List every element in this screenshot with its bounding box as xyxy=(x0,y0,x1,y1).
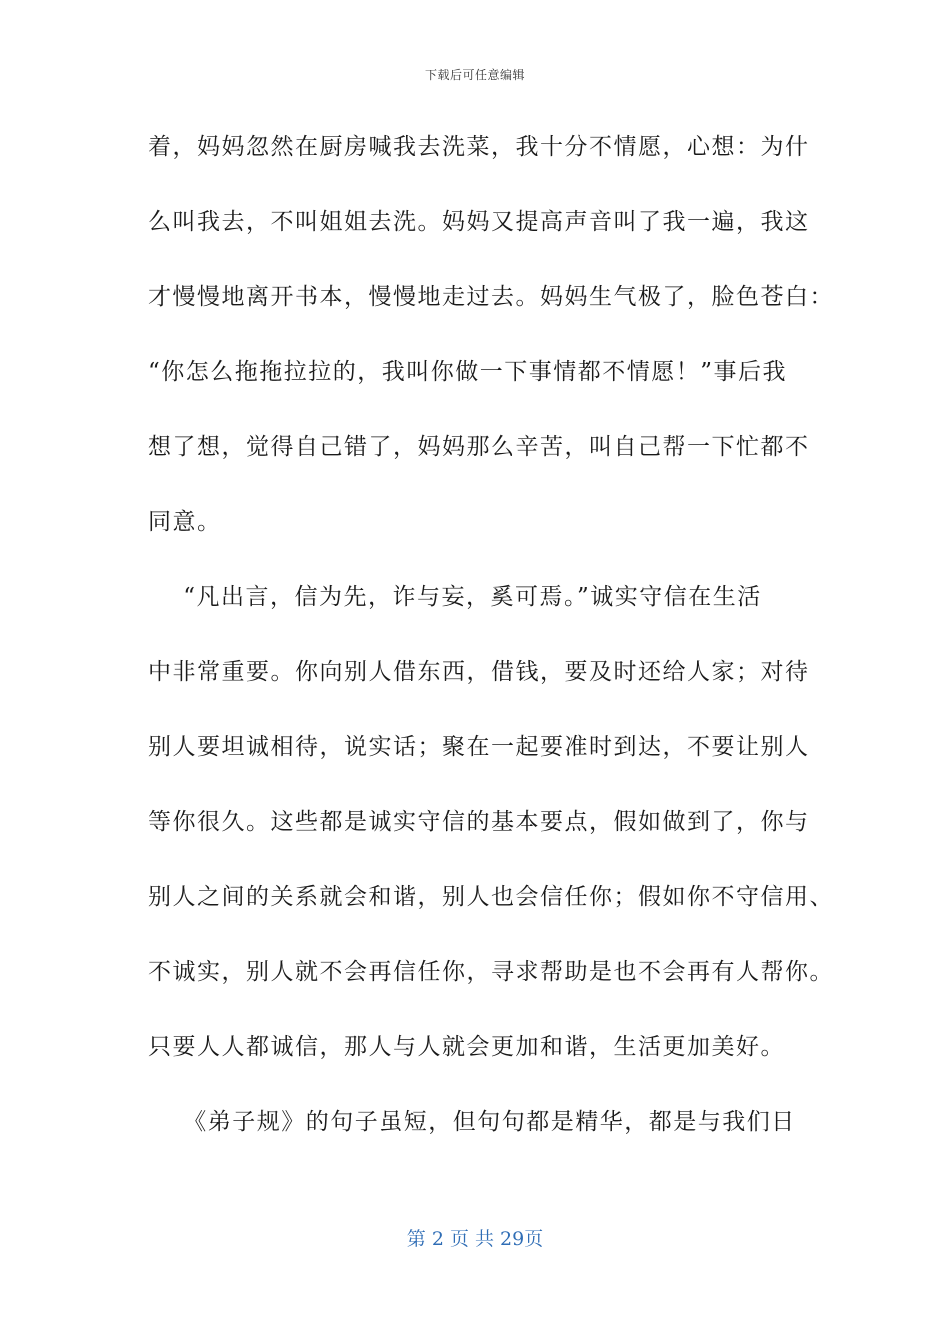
body-line-12: 不诚实，别人就不会再信任你，寻求帮助是也不会再有人帮你。 xyxy=(148,959,834,985)
body-line-14: 《弟子规》的句子虽短，但句句都是精华，都是与我们日 xyxy=(148,1109,796,1135)
body-line-1: 着，妈妈忽然在厨房喊我去洗菜，我十分不情愿，心想：为什 xyxy=(148,134,810,160)
body-line-9: 别人要坦诚相待，说实话；聚在一起要准时到达，不要让别人 xyxy=(148,734,810,760)
footer-middle: 页 共 xyxy=(449,1228,494,1250)
footer-suffix: 页 xyxy=(524,1228,544,1250)
body-line-10: 等你很久。这些都是诚实守信的基本要点，假如做到了，你与 xyxy=(148,809,810,835)
body-line-7: “凡出言，信为先，诈与妄，奚可焉。”诚实守信在生活 xyxy=(148,584,762,610)
body-line-3: 才慢慢地离开书本，慢慢地走过去。妈妈生气极了，脸色苍白： xyxy=(148,284,834,310)
document-body xyxy=(148,119,834,1169)
body-line-8: 中非常重要。你向别人借东西，借钱，要及时还给人家；对待 xyxy=(148,659,810,685)
body-line-5: 想了想，觉得自己错了，妈妈那么辛苦，叫自己帮一下忙都不 xyxy=(148,434,810,460)
footer-total-pages: 29 xyxy=(500,1228,525,1250)
footer-prefix: 第 xyxy=(406,1228,426,1250)
body-line-4: “你怎么拖拖拉拉的，我叫你做一下事情都不情愿！”事后我 xyxy=(148,359,788,385)
page-number-footer xyxy=(0,1224,950,1251)
body-line-2: 么叫我去，不叫姐姐去洗。妈妈又提高声音叫了我一遍，我这 xyxy=(148,209,810,235)
footer-current-page: 2 xyxy=(431,1228,444,1250)
body-line-11: 别人之间的关系就会和谐，别人也会信任你；假如你不守信用、 xyxy=(148,884,834,910)
body-line-13: 只要人人都诚信，那人与人就会更加和谐，生活更加美好。 xyxy=(148,1034,785,1060)
page-header-note: 下载后可任意编辑 xyxy=(424,68,525,82)
body-line-6: 同意。 xyxy=(148,509,222,535)
